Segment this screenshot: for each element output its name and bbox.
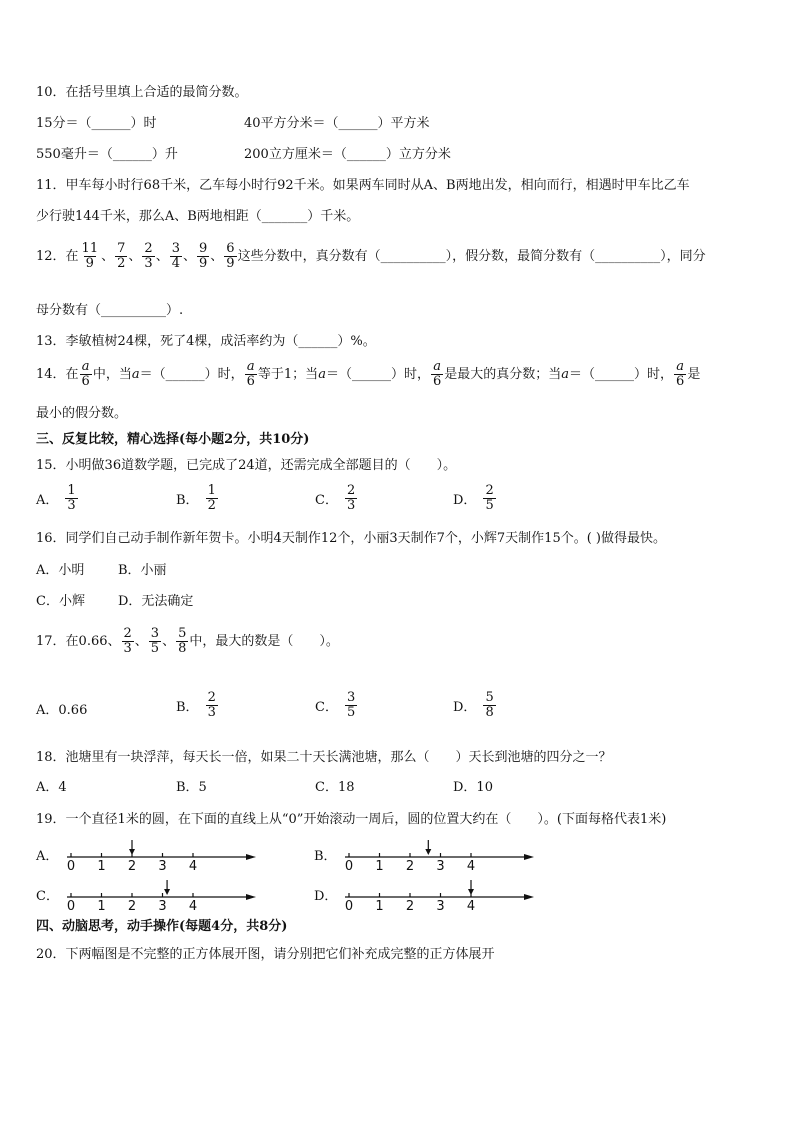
- q19-option-c: [36, 876, 266, 914]
- number-line-tick-label: 1: [97, 859, 106, 874]
- q16-option-a: A．小明: [36, 563, 85, 578]
- q19-option-d: [314, 876, 544, 914]
- q14-var: a: [561, 366, 570, 382]
- q17-stem: [36, 627, 339, 656]
- q12-sep: 、: [155, 248, 169, 264]
- number-line-tick-label: 0: [66, 899, 76, 914]
- q17-option-d: D． $\frac{5}{8}$: [453, 690, 494, 720]
- number-line-tick-label: 4: [188, 859, 198, 874]
- q14-line2: 最小的假分数。: [36, 406, 128, 421]
- q17-option-a: A．0.66: [36, 703, 88, 718]
- q16-stem: 16．同学们自己动手制作新年贺卡。小明4天制作12个，小丽3天制作7个，小辉7天制作15个。( )做得最快。: [36, 531, 666, 546]
- number-line-tick-label: 4: [466, 859, 476, 874]
- number-line-tick-label: 1: [375, 899, 384, 914]
- number-line-tick-label: 1: [97, 899, 106, 914]
- position-arrowhead: [425, 849, 431, 855]
- q12-fraction: $\frac{7}{2}$: [117, 241, 126, 271]
- q12-sep: 、: [182, 248, 196, 264]
- q17-option-b: B． $\frac{2}{3}$: [176, 690, 216, 720]
- number-line-tick-label: 2: [127, 859, 137, 874]
- number-line-tick-label: 3: [158, 859, 167, 874]
- section3-heading: 三、反复比较，精心选择(每小题2分，共10分): [36, 432, 310, 447]
- q15-option-d: D． $\frac{2}{5}$: [453, 483, 494, 513]
- q12-line2: 母分数有（__________）.: [36, 303, 184, 318]
- q14-text: 等于1；当: [257, 366, 319, 382]
- number-line-tick-label: 4: [188, 899, 198, 914]
- number-line-arrowhead: [246, 854, 256, 860]
- number-line-arrowhead: [246, 894, 256, 900]
- q13-text: 13．李敏植树24棵，死了4棵，成活率约为（______）%。: [36, 334, 376, 349]
- q18-option-c: C．18: [315, 780, 355, 795]
- q18-option-d: D．10: [453, 780, 493, 795]
- q14-fraction: $\frac{a}{6}$: [81, 359, 90, 389]
- q18-stem: 18．池塘里有一块浮萍，每天长一倍，如果二十天长满池塘，那么（ ）天长到池塘的四分之一？: [36, 750, 612, 765]
- q12-fraction: $\frac{6}{9}$: [226, 241, 235, 271]
- q19-option-label: B．: [314, 849, 337, 864]
- q12-sep: 、: [101, 248, 115, 264]
- number-line-tick-label: 0: [344, 859, 354, 874]
- q12-fraction: $\frac{11}{9}$: [81, 241, 99, 271]
- q19-option-label: A．: [36, 849, 59, 864]
- position-arrowhead: [468, 889, 474, 895]
- q19-option-label: C．: [36, 889, 59, 904]
- section4-heading: 四、动脑思考，动手操作(每题4分，共8分): [36, 919, 288, 934]
- q10-item-a: 15分＝（______）时: [36, 116, 157, 131]
- number-line-tick-label: 0: [344, 899, 354, 914]
- number-line-tick-label: 2: [405, 899, 415, 914]
- q17-sep: 、: [134, 633, 148, 649]
- q10-item-c: 550毫升＝（______）升: [36, 147, 178, 162]
- number-line-tick-label: 0: [66, 859, 76, 874]
- number-line-tick-label: 2: [405, 859, 415, 874]
- q16-option-c: C．小辉: [36, 594, 85, 609]
- q14-var: a: [318, 366, 326, 382]
- q12-line1: [36, 242, 706, 271]
- q19-stem: 19．一个直径1米的圆，在下面的直线上从“0”开始滚动一周后，圆的位置大约在（ ）。(下面每格代表1米): [36, 812, 667, 827]
- q15-option-c: C． $\frac{2}{3}$: [315, 483, 356, 513]
- number-line-tick-label: 2: [127, 899, 137, 914]
- q14-text: 14．在: [36, 366, 79, 382]
- q12-sep: 、: [128, 248, 142, 264]
- q14-text: ＝（______）时，: [569, 366, 674, 382]
- q17-fraction: $\frac{3}{5}$: [150, 626, 160, 656]
- q15-option-b: B． $\frac{1}{2}$: [176, 483, 216, 513]
- q16-option-b: B．小丽: [118, 563, 167, 578]
- q18-option-b: B．5: [176, 780, 207, 795]
- q10-stem: 10．在括号里填上合适的最简分数。: [36, 85, 248, 100]
- q14-text: ＝（______）时，: [325, 366, 430, 382]
- q16-option-d: D．无法确定: [118, 594, 194, 609]
- number-line-tick-label: 3: [158, 899, 167, 914]
- q14-fraction: $\frac{a}{6}$: [432, 359, 442, 389]
- number-line-arrowhead: [524, 894, 534, 900]
- q11-line2: 少行驶144千米，那么A、B两地相距（_______）千米。: [36, 209, 360, 224]
- position-arrowhead: [164, 889, 170, 895]
- q12-suffix: 这些分数中，真分数有（__________），假分数，最简分数有（__________），同分: [237, 248, 706, 264]
- position-arrowhead: [129, 849, 135, 855]
- q14-fraction: $\frac{a}{6}$: [246, 359, 255, 389]
- q17-fraction: $\frac{2}{3}$: [123, 626, 132, 656]
- q10-item-b: 40平方分米＝（______）平方米: [244, 116, 430, 131]
- number-line-tick-label: 3: [436, 859, 445, 874]
- q14-fraction: $\frac{a}{6}$: [676, 359, 685, 389]
- q17-option-c: C． $\frac{3}{5}$: [315, 690, 356, 720]
- q15-option-a: A． $\frac{1}{3}$: [36, 483, 76, 513]
- q12-fraction: $\frac{3}{4}$: [171, 241, 180, 271]
- q12-fraction: $\frac{9}{9}$: [199, 241, 208, 271]
- q12-fraction: $\frac{2}{3}$: [144, 241, 153, 271]
- q17-text: 17．在0.66、: [36, 633, 121, 649]
- q14-text: 中，当: [92, 366, 132, 382]
- q14-text: 是最大的真分数；当: [444, 366, 562, 382]
- q19-option-a: [36, 836, 266, 874]
- number-line-tick-label: 3: [436, 899, 445, 914]
- q12-sep: 、: [210, 248, 224, 264]
- q14-var: a: [131, 366, 140, 382]
- number-line-tick-label: 4: [466, 899, 476, 914]
- q17-text: 中，最大的数是（ ）。: [189, 633, 339, 649]
- q10-item-d: 200立方厘米＝（______）立方分米: [244, 147, 451, 162]
- q19-option-label: D．: [314, 889, 338, 904]
- q12-prefix: 12．在: [36, 248, 79, 264]
- q15-stem: 15．小明做36道数学题，已完成了24道，还需完成全部题目的（ ）。: [36, 458, 457, 473]
- q18-option-a: A．4: [36, 780, 67, 795]
- q14-text: 是: [687, 366, 701, 382]
- q17-sep: 、: [162, 633, 176, 649]
- q14-text: ＝（______）时，: [139, 366, 244, 382]
- q14-line1: [36, 360, 700, 389]
- q17-fraction: $\frac{5}{8}$: [178, 626, 187, 656]
- q20-stem: 20．下两幅图是不完整的正方体展开图，请分别把它们补充成完整的正方体展开: [36, 947, 495, 962]
- q19-option-b: [314, 836, 544, 874]
- number-line-arrowhead: [524, 854, 534, 860]
- number-line-tick-label: 1: [375, 859, 384, 874]
- q11-line1: 11．甲车每小时行68千米，乙车每小时行92千米。如果两车同时从A、B两地出发，相向而行，相遇时甲车比乙车: [36, 178, 690, 193]
